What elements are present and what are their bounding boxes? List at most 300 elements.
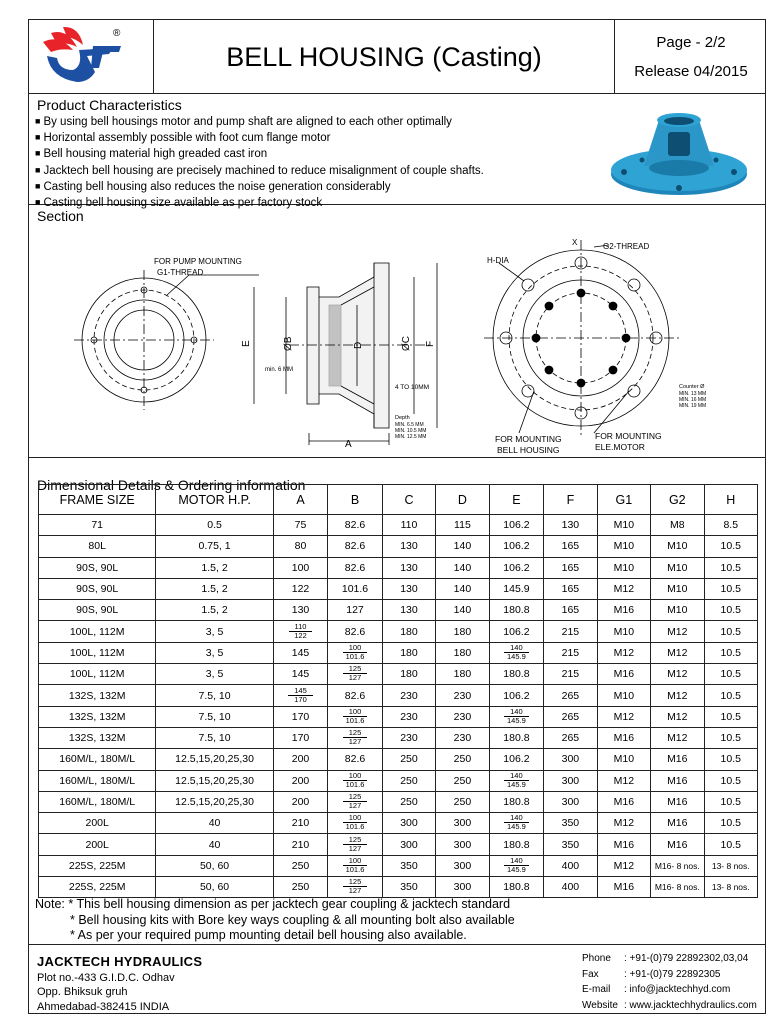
table-cell: M12 — [597, 770, 650, 791]
table-cell: 165 — [544, 557, 597, 578]
table-cell: 300 — [436, 855, 489, 876]
table-cell: 82.6 — [328, 621, 383, 642]
table-cell: 3, 5 — [156, 621, 273, 642]
fraction-value — [343, 708, 368, 725]
fraction-bottom: 101.6 — [345, 822, 365, 832]
table-cell: M10 — [651, 557, 704, 578]
table-cell: M10 — [651, 536, 704, 557]
table-cell: M16- 8 nos. — [651, 877, 704, 898]
table-cell: 106.2 — [489, 621, 544, 642]
counter-value: MIN. 13 MM — [679, 391, 707, 397]
table-cell: 10.5 — [704, 600, 757, 621]
column-header: F — [544, 485, 597, 515]
fraction-value — [289, 623, 313, 640]
section-drawings — [29, 205, 765, 458]
dimension-section — [29, 458, 765, 935]
column-header: E — [489, 485, 544, 515]
table-cell: 230 — [436, 685, 489, 706]
table-cell: 145 — [273, 642, 328, 663]
list-item: ■ By using bell housings motor and pump shaft are aligned to each other optimally — [35, 114, 484, 130]
company-name: JACKTECH HYDRAULICS — [37, 954, 203, 969]
table-row — [39, 770, 758, 791]
website-link[interactable]: : www.jacktechhydraulics.com — [624, 999, 757, 1011]
table-row — [39, 664, 758, 685]
table-row — [39, 749, 758, 770]
table-cell: 300 — [544, 791, 597, 812]
table-cell: 140 — [436, 578, 489, 599]
table-cell: M10 — [597, 557, 650, 578]
table-cell — [328, 855, 383, 876]
table-cell — [328, 727, 383, 748]
list-item: ■ Jacktech bell housing are precisely machined to reduce misalignment of couple shafts. — [35, 163, 484, 179]
table-cell — [328, 813, 383, 834]
fraction-value — [504, 772, 529, 789]
table-cell: 250 — [382, 770, 435, 791]
table-cell: 250 — [273, 877, 328, 898]
fraction-bottom: 145.9 — [507, 822, 526, 832]
table-cell — [328, 877, 383, 898]
dim-a-label: A — [345, 439, 352, 450]
website-label: Website — [582, 999, 618, 1011]
table-cell: 82.6 — [328, 515, 383, 536]
table-cell: 80L — [39, 536, 156, 557]
fraction-top: 100 — [343, 644, 368, 653]
table-cell: 250 — [382, 791, 435, 812]
table-cell: M12 — [651, 727, 704, 748]
table-cell: 10.5 — [704, 578, 757, 599]
fraction-top: 125 — [343, 729, 368, 738]
table-cell: 180.8 — [489, 877, 544, 898]
fraction-bottom: 145.9 — [507, 779, 526, 789]
fraction-top: 110 — [289, 623, 313, 632]
dim-b-label: ØB — [283, 336, 294, 351]
fraction-value — [343, 793, 368, 810]
fraction-value — [343, 814, 368, 831]
table-cell: 12.5,15,20,25,30 — [156, 791, 273, 812]
fraction-value — [504, 857, 529, 874]
depth-value: MIN. 12.5 MM — [395, 434, 427, 440]
table-cell: 122 — [273, 578, 328, 599]
fraction-top: 125 — [343, 836, 368, 845]
fraction-bottom: 101.6 — [345, 651, 365, 661]
table-cell: 170 — [273, 706, 328, 727]
fraction-top: 140 — [504, 708, 529, 717]
table-cell: 250 — [273, 855, 328, 876]
table-cell: M12 — [651, 664, 704, 685]
table-row — [39, 855, 758, 876]
h-dia-label: H-DIA — [487, 256, 509, 265]
table-cell: 132S, 132M — [39, 727, 156, 748]
column-header: H — [704, 485, 757, 515]
counter-value: MIN. 16 MM — [679, 397, 707, 403]
table-cell: M12 — [597, 706, 650, 727]
table-cell: 300 — [382, 813, 435, 834]
fraction-top: 100 — [343, 708, 368, 717]
fraction-top: 125 — [343, 793, 368, 802]
table-cell: 10.5 — [704, 770, 757, 791]
fraction-value — [504, 644, 529, 661]
table-cell: 106.2 — [489, 749, 544, 770]
list-item: ■ Horizontal assembly possible with foot cum flange motor — [35, 130, 484, 146]
table-row — [39, 600, 758, 621]
fraction-bottom: 101.6 — [345, 864, 365, 874]
table-cell: 10.5 — [704, 813, 757, 834]
fraction-top: 145 — [288, 687, 313, 696]
table-cell: 132S, 132M — [39, 706, 156, 727]
table-cell: 7.5, 10 — [156, 706, 273, 727]
table-cell: M16 — [651, 770, 704, 791]
table-cell: 230 — [382, 727, 435, 748]
table-cell: M16 — [651, 749, 704, 770]
table-cell: 50, 60 — [156, 877, 273, 898]
table-cell: 180 — [382, 621, 435, 642]
table-cell: 132S, 132M — [39, 685, 156, 706]
table-cell: 350 — [544, 834, 597, 855]
table-cell: M16- 8 nos. — [651, 855, 704, 876]
mount-bell-label: FOR MOUNTING — [495, 434, 562, 444]
table-cell: 140 — [436, 536, 489, 557]
table-cell: 160M/L, 180M/L — [39, 791, 156, 812]
table-cell: 200L — [39, 834, 156, 855]
depth-label: Depth — [395, 415, 410, 421]
fraction-top: 140 — [504, 772, 529, 781]
table-cell — [489, 813, 544, 834]
table-cell: M16 — [597, 791, 650, 812]
table-cell: 180.8 — [489, 600, 544, 621]
fraction-bottom: 145.9 — [507, 715, 526, 725]
table-cell: 106.2 — [489, 557, 544, 578]
table-cell: 400 — [544, 877, 597, 898]
table-cell: M16 — [597, 877, 650, 898]
table-cell: 165 — [544, 536, 597, 557]
header — [29, 20, 765, 94]
table-cell: M16 — [651, 791, 704, 812]
table-cell: M16 — [651, 834, 704, 855]
email-link[interactable]: : info@jacktechhyd.com — [624, 984, 731, 995]
table-cell: M16 — [597, 834, 650, 855]
table-cell: 10.5 — [704, 557, 757, 578]
table-cell: 215 — [544, 664, 597, 685]
table-row — [39, 515, 758, 536]
fraction-value — [504, 708, 529, 725]
table-cell: M16 — [597, 727, 650, 748]
motor-face-view — [484, 240, 679, 435]
table-cell: 300 — [436, 813, 489, 834]
company-address — [37, 955, 202, 1014]
dimensions-heading: Dimensional Details & Ordering information — [37, 477, 306, 493]
table-row — [39, 642, 758, 663]
list-item: ■ Casting bell housing size available as per factory stock — [35, 195, 484, 211]
table-cell — [328, 664, 383, 685]
column-header: FRAME SIZE — [39, 485, 156, 515]
table-cell: M10 — [597, 515, 650, 536]
table-cell: 106.2 — [489, 685, 544, 706]
mount-bell-label: BELL HOUSING — [497, 445, 560, 455]
fraction-bottom: 127 — [348, 673, 362, 683]
table-cell — [489, 642, 544, 663]
fraction-value — [343, 836, 368, 853]
phone-label: Phone — [582, 953, 611, 964]
table-cell: 130 — [382, 600, 435, 621]
characteristics-heading: Product Characteristics — [37, 97, 182, 113]
table-cell: 1.5, 2 — [156, 557, 273, 578]
depth-value: MIN. 6.5 MM — [395, 422, 424, 428]
table-cell — [328, 642, 383, 663]
table-cell: 230 — [436, 727, 489, 748]
table-cell: 160M/L, 180M/L — [39, 770, 156, 791]
fraction-top: 100 — [343, 772, 368, 781]
phone-value: : +91-(0)79 22892302,03,04 — [624, 953, 749, 964]
table-cell: M10 — [651, 600, 704, 621]
dim-f-label: F — [425, 340, 436, 347]
dimension-table — [38, 484, 758, 898]
table-cell: 180 — [382, 642, 435, 663]
table-cell: 250 — [436, 749, 489, 770]
table-cell: 82.6 — [328, 685, 383, 706]
table-cell: 265 — [544, 685, 597, 706]
table-cell: 101.6 — [328, 578, 383, 599]
table-cell: 13- 8 nos. — [704, 877, 757, 898]
fraction-top: 100 — [343, 814, 368, 823]
contact-info — [582, 951, 757, 1013]
table-cell: M12 — [651, 706, 704, 727]
note-line: * Bell housing kits with Bore key ways coupling & all mounting bolt also available — [70, 912, 515, 927]
note-line: Note: * This bell housing dimension as per jacktech gear coupling & jacktech standard — [35, 897, 511, 911]
counter-value: MIN. 19 MM — [679, 403, 707, 409]
fax-label: Fax — [582, 968, 599, 980]
table-cell: 75 — [273, 515, 328, 536]
dim-c-label: ØC — [401, 336, 412, 351]
table-cell — [328, 770, 383, 791]
dim-e-label: E — [241, 340, 252, 347]
table-cell: 90S, 90L — [39, 557, 156, 578]
table-cell: 130 — [273, 600, 328, 621]
table-cell: 13- 8 nos. — [704, 855, 757, 876]
table-row — [39, 557, 758, 578]
column-header: G2 — [651, 485, 704, 515]
table-row — [39, 685, 758, 706]
table-cell: M16 — [597, 600, 650, 621]
table-cell: 82.6 — [328, 557, 383, 578]
fraction-bottom: 170 — [294, 694, 307, 704]
fraction-value — [288, 687, 313, 704]
table-cell: M12 — [597, 642, 650, 663]
registered-mark: ® — [113, 28, 121, 39]
table-cell: 230 — [382, 706, 435, 727]
address-line: Opp. Bhiksuk gruh — [37, 986, 128, 998]
table-cell — [273, 621, 328, 642]
table-cell — [489, 770, 544, 791]
table-cell: 180.8 — [489, 664, 544, 685]
table-row — [39, 578, 758, 599]
table-cell: 130 — [382, 536, 435, 557]
table-cell: M10 — [597, 536, 650, 557]
fraction-bottom: 127 — [348, 801, 362, 810]
table-cell: 10.5 — [704, 536, 757, 557]
table-row — [39, 727, 758, 748]
table-cell: 170 — [273, 727, 328, 748]
table-cell: 300 — [544, 749, 597, 770]
dim-d-label: D — [353, 341, 364, 349]
table-cell: 40 — [156, 813, 273, 834]
table-cell: 12.5,15,20,25,30 — [156, 770, 273, 791]
table-cell: 165 — [544, 600, 597, 621]
note-line: * As per your required pump mounting detail bell housing also available. — [70, 928, 467, 942]
four-to-ten-label: 4 TO 10MM — [395, 384, 430, 391]
table-cell: 90S, 90L — [39, 578, 156, 599]
section-heading: Section — [37, 208, 84, 224]
table-cell: 230 — [436, 706, 489, 727]
list-item: ■ Casting bell housing also reduces the noise generation considerably — [35, 179, 484, 195]
table-cell: M12 — [597, 813, 650, 834]
fraction-value — [343, 644, 368, 661]
table-cell: 140 — [436, 557, 489, 578]
table-cell: 0.5 — [156, 515, 273, 536]
fraction-top: 140 — [504, 814, 529, 823]
table-cell: 180.8 — [489, 834, 544, 855]
table-cell: 145 — [273, 664, 328, 685]
fraction-top: 140 — [504, 857, 529, 866]
footer — [29, 944, 765, 1015]
column-header: G1 — [597, 485, 650, 515]
fraction-value — [343, 772, 368, 789]
pump-mounting-label: FOR PUMP MOUNTING — [154, 257, 242, 266]
table-cell: 100 — [273, 557, 328, 578]
table-cell: 215 — [544, 621, 597, 642]
table-cell: 100L, 112M — [39, 642, 156, 663]
g1-thread-label: G1-THREAD — [157, 268, 204, 277]
address-line: Plot no.-433 G.I.D.C. Odhav — [37, 971, 175, 984]
table-cell: 1.5, 2 — [156, 578, 273, 599]
fraction-top: 100 — [343, 857, 368, 866]
table-cell: 1.5, 2 — [156, 600, 273, 621]
table-cell: 82.6 — [328, 536, 383, 557]
table-cell: 300 — [436, 834, 489, 855]
table-cell: 3, 5 — [156, 642, 273, 663]
table-cell: 250 — [382, 749, 435, 770]
table-cell: 80 — [273, 536, 328, 557]
page-info — [614, 20, 767, 94]
g2-thread-label: G2-THREAD — [603, 242, 650, 251]
table-header-row — [39, 485, 758, 515]
table-cell: 180.8 — [489, 727, 544, 748]
table-cell: 200 — [273, 749, 328, 770]
fraction-top: 125 — [343, 665, 368, 674]
table-cell: 230 — [382, 685, 435, 706]
table-cell: 265 — [544, 706, 597, 727]
table-cell: 106.2 — [489, 515, 544, 536]
table-cell: 3, 5 — [156, 664, 273, 685]
table-cell: M12 — [597, 855, 650, 876]
table-cell: M10 — [597, 621, 650, 642]
list-item: ■ Bell housing material high greaded cast iron — [35, 146, 484, 162]
company-logo — [29, 20, 154, 94]
fraction-value — [343, 878, 368, 895]
table-cell: 10.5 — [704, 834, 757, 855]
table-cell: 90S, 90L — [39, 600, 156, 621]
table-cell: M12 — [651, 642, 704, 663]
characteristics-list — [35, 114, 484, 211]
table-cell: 180 — [382, 664, 435, 685]
table-cell — [489, 855, 544, 876]
table-cell: 10.5 — [704, 642, 757, 663]
fax-value: : +91-(0)79 22892305 — [624, 968, 721, 980]
mount-motor-label: FOR MOUNTING — [595, 431, 662, 441]
table-cell: 7.5, 10 — [156, 685, 273, 706]
product-characteristics — [29, 94, 765, 210]
logo-box — [29, 20, 154, 94]
table-cell: M10 — [651, 578, 704, 599]
table-row — [39, 621, 758, 642]
table-body — [39, 515, 758, 898]
table-cell: M10 — [597, 749, 650, 770]
fraction-value — [343, 665, 368, 682]
table-cell: 215 — [544, 642, 597, 663]
table-cell: 40 — [156, 834, 273, 855]
bell-housing-photo — [604, 100, 754, 200]
table-cell: 10.5 — [704, 621, 757, 642]
table-cell: 165 — [544, 578, 597, 599]
table-cell — [328, 706, 383, 727]
table-cell: 265 — [544, 727, 597, 748]
address-line: Ahmedabad-382415 INDIA — [37, 1000, 170, 1013]
table-cell: 300 — [436, 877, 489, 898]
fraction-bottom: 127 — [348, 886, 362, 896]
table-cell: 200 — [273, 770, 328, 791]
column-header: D — [436, 485, 489, 515]
fraction-bottom: 127 — [348, 737, 362, 747]
table-cell: 180 — [436, 621, 489, 642]
table-cell: M16 — [651, 813, 704, 834]
fraction-bottom: 101.6 — [345, 779, 365, 789]
fraction-bottom: 127 — [348, 843, 362, 853]
datasheet — [28, 19, 766, 1014]
table-cell: 350 — [382, 855, 435, 876]
table-cell: 50, 60 — [156, 855, 273, 876]
table-cell: 10.5 — [704, 727, 757, 748]
column-header: B — [328, 485, 383, 515]
table-row — [39, 706, 758, 727]
table-cell: M12 — [597, 578, 650, 599]
column-header: MOTOR H.P. — [156, 485, 273, 515]
table-cell: 350 — [544, 813, 597, 834]
page-title: BELL HOUSING (Casting) — [226, 41, 542, 72]
table-cell: 225S, 225M — [39, 855, 156, 876]
table-cell: 71 — [39, 515, 156, 536]
table-cell: 400 — [544, 855, 597, 876]
table-row — [39, 536, 758, 557]
release-date: Release 04/2015 — [634, 63, 748, 80]
table-cell: 210 — [273, 813, 328, 834]
table-cell: 130 — [382, 578, 435, 599]
table-cell: 12.5,15,20,25,30 — [156, 749, 273, 770]
fraction-bottom: 101.6 — [345, 715, 365, 725]
counter-label: Counter Ø — [679, 384, 705, 390]
pump-face-view — [74, 270, 259, 410]
page-number: Page - 2/2 — [656, 34, 726, 51]
min6-label: min. 6 MM — [265, 367, 294, 373]
fraction-bottom: 122 — [294, 630, 307, 640]
table-row — [39, 791, 758, 812]
table-cell: 10.5 — [704, 791, 757, 812]
column-header: A — [273, 485, 328, 515]
table-cell: 110 — [382, 515, 435, 536]
email-label: E-mail — [582, 984, 611, 995]
table-row — [39, 834, 758, 855]
table-cell: 140 — [436, 600, 489, 621]
table-cell — [489, 706, 544, 727]
section-drawing — [29, 205, 767, 458]
